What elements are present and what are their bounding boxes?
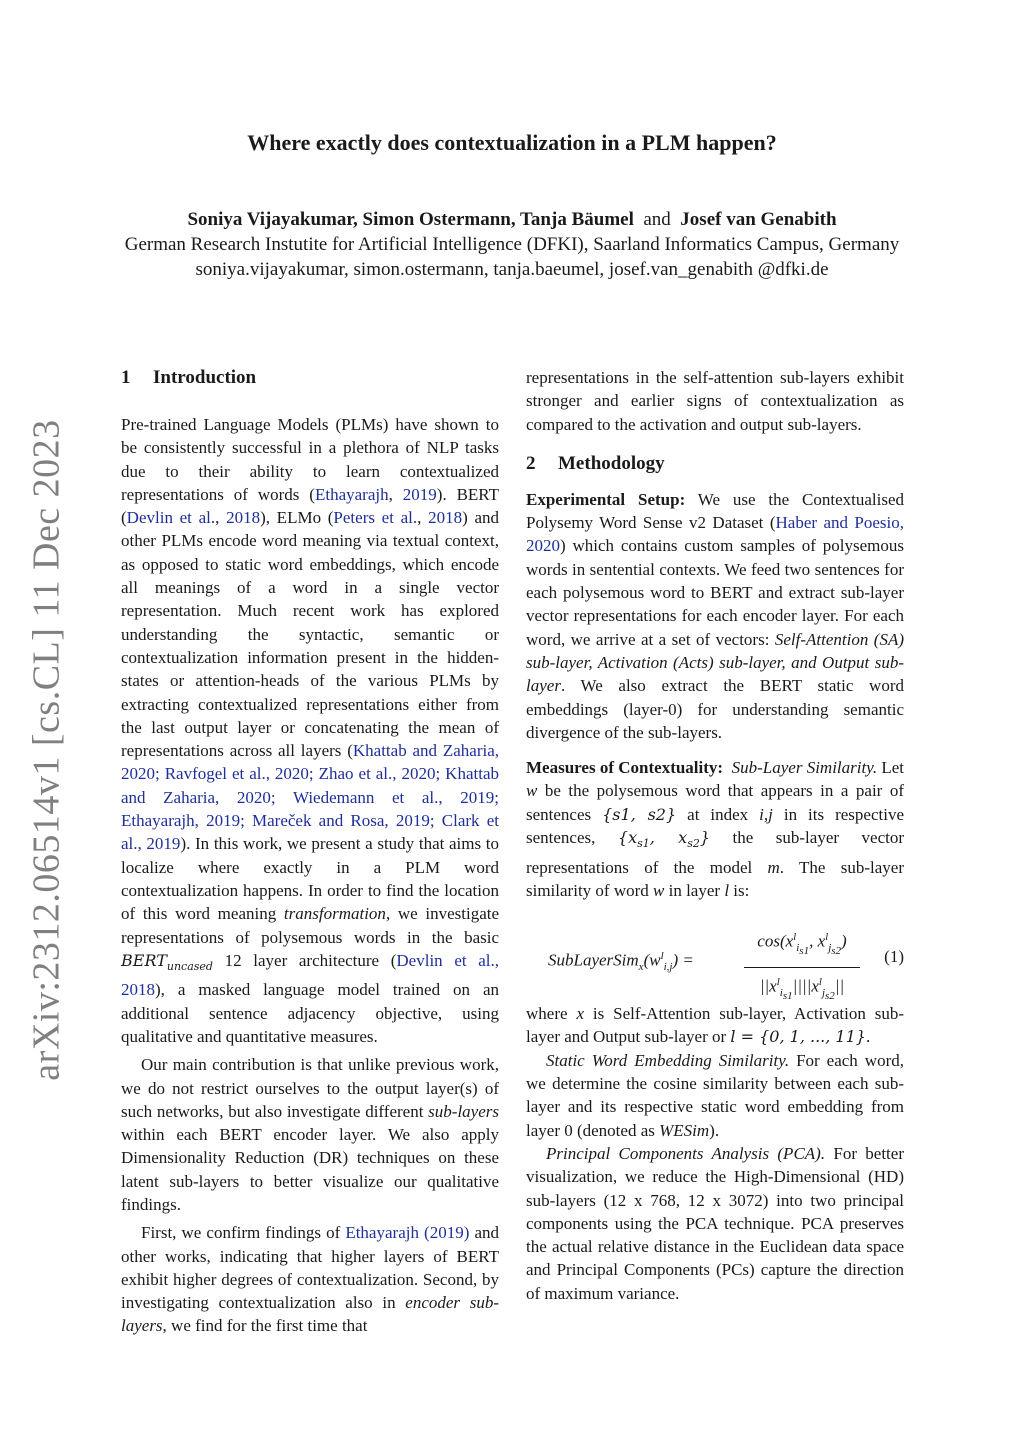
author-names xyxy=(0,207,1024,232)
equation-fraction xyxy=(744,926,860,1008)
section-title: Introduction xyxy=(153,367,257,388)
author-affiliation: German Research Instutite for Artificial Intelligence (DFKI), Saarland Informatics Campus, Germany xyxy=(124,234,900,255)
citation-link[interactable]: Ethayarajh xyxy=(314,484,389,504)
equation-denominator: $||x^l_{i_{s1}}||||x^l_{j_{s2}}||$ xyxy=(759,975,845,1002)
citation-link[interactable]: 2019 xyxy=(402,484,437,504)
equation-numerator: $\cos(x^l_{i_{s1}}$, $x^l_{j_{s2}}$) xyxy=(744,926,860,968)
author-names-main: Soniya Vijayakumar, Simon Ostermann, Tanja Bäumel xyxy=(187,209,634,230)
citation-list[interactable]: Khattab and Zaharia, 2020; Ravfogel et al., 2020; Zhao et al., 2020; Khattab and Zaharia, 2020; Wiedemann et al., 2019; Ethayarajh, 2019; Mareček and Rosa, 2019; Clark et al., 2019 xyxy=(121,741,500,854)
citation-link[interactable]: Devlin et al. xyxy=(126,508,216,528)
intro-paragraph-2: Our main contribution is that unlike previous work, we do not restrict ourselves to the output layer(s) of such networks, but also investigate different sub-layers within each BERT encoder layer. We also apply Dimensionality Reduction (DR) techniques on these latent sub-layers to better visualize our qualitative findings. xyxy=(121,1055,499,1214)
citation-link[interactable]: 2018 xyxy=(428,508,463,528)
arxiv-side-stamp xyxy=(22,419,72,1081)
intro-paragraph-3: First, we confirm findings of Ethayarajh (2019) and other works, indicating that higher layers of BERT exhibit higher degrees of contextualization. Second, by investigating contextualization also in encoder sub-layers, we find for the first time that xyxy=(121,1223,500,1336)
citation-link[interactable]: (2019) xyxy=(424,1223,470,1243)
citation-link[interactable]: Peters et al. xyxy=(333,508,418,528)
section-title: Methodology xyxy=(558,452,665,474)
citation-link[interactable]: Devlin et al., 2018 xyxy=(121,950,499,1000)
paper-title: Where exactly does contextualization in a PLM happen? xyxy=(247,130,777,155)
where-paragraph: where x is Self-Attention sub-layer, Activation sub-layer and Output sub-layer or l = {0, 1, ..., 11}. xyxy=(526,1004,904,1047)
section-number: 2 xyxy=(526,452,536,474)
author-block xyxy=(0,207,1024,282)
wesim-paragraph: Static Word Embedding Similarity. For each word, we determine the cosine similarity between each sub-layer and its respective static word embedding from layer 0 (denoted as WESim). xyxy=(526,1050,904,1140)
section-number: 1 xyxy=(121,367,131,388)
equation-lhs: $SubLayerSim_x(w^l_{i,j})$ = xyxy=(548,950,694,974)
citation-link[interactable]: Ethayarajh xyxy=(345,1223,419,1243)
left-column xyxy=(121,366,499,1338)
equation-1 xyxy=(526,926,904,1002)
pca-paragraph: Principal Components Analysis (PCA). For better visualization, we reduce the High-Dimensional (HD) sub-layers (12 x 768, 12 x 3072) into two principal components using the PCA technique. PCA preserves the actual relative distance in the Euclidean data space and Principal Components (PCs) capture the direction of maximum variance. xyxy=(526,1143,904,1303)
bert-math: $BERT_{uncased}$ xyxy=(121,950,213,974)
experimental-setup-paragraph: Experimental Setup: We use the Contextualised Polysemy Word Sense v2 Dataset (Haber and Poesio, 2020) which contains custom samples of polysemous words in sentential contexts. We feed two sentences for each polysemous word to BERT and extract sub-layer vector representations for each encoder layer. For each word, we arrive at a set of vectors: Self-Attention (SA) sub-layer, Activation (Acts) sub-layer, and Output sub-layer. We also extract the BERT static word embeddings (layer-0) for understanding semantic divergence of the sub-layers. xyxy=(526,489,904,742)
measures-paragraph: Measures of Contextuality: Sub-Layer Similarity. Let w be the polysemous word that appears in a pair of sentences {s1, s2} at index i,j in its respective sentences, {$x_{s1}$, $x_{s2}$} the sub-layer vector representations of the model m. The sub-layer similarity of word w in layer l is: xyxy=(526,758,905,900)
author-emails: soniya.vijayakumar, simon.ostermann, tanja.baeumel, josef.van_genabith @dfki.de xyxy=(195,259,829,280)
section-heading-introduction xyxy=(121,366,499,390)
section-heading-methodology xyxy=(526,452,904,476)
author-last: Josef van Genabith xyxy=(680,209,837,230)
citation-link[interactable]: Haber and Poesio, 2020 xyxy=(526,513,904,556)
right-column xyxy=(526,366,904,1305)
intro-paragraph-1: Pre-trained Language Models (PLMs) have shown to be consistently successful in a plethora of NLP tasks due to their ability to learn contextualized representations of words (Ethayarajh, 2019). BERT (Devlin et al., 2018), ELMo (Peters et al., 2018) and other PLMs encode word meaning via textual context, as opposed to static word embeddings, which encode all meanings of a word in a single vector representation. Much recent work has explored understanding the syntactic, semantic or contextualization information present in the hidden-states or attention-heads of the various PLMs by extracting contextualized representations either from the last output layer or concatenating the mean of representations across all layers (Khattab and Zaharia, 2020; Ravfogel et al., 2020; Zhao et al., 2020; Khattab and Zaharia, 2020; Wiedemann et al., 2019; Ethayarajh, 2019; Mareček and Rosa, 2019; Clark et al., 2019). In this work, we present a study that aims to localize where exactly in a PLM word contextualization happens. In order to find the location of this word meaning transformation, we investigate representations of polysemous words in the basic $BERT_{uncased}$ 12 layer architecture (Devlin et al., 2018), a masked language model trained on an additional sentence adjacency objective, using qualitative and quantitative measures. xyxy=(121,415,500,1046)
intro-continuation: representations in the self-attention sub-layers exhibit stronger and earlier signs of contextualization as compared to the activation and output sub-layers. xyxy=(526,368,904,434)
author-and: and xyxy=(643,209,671,230)
equation-number: (1) xyxy=(884,947,904,967)
arxiv-stamp-text: arXiv:2312.06514v1 [cs.CL] 11 Dec 2023 xyxy=(26,419,68,1081)
citation-link[interactable]: 2018 xyxy=(226,508,261,528)
